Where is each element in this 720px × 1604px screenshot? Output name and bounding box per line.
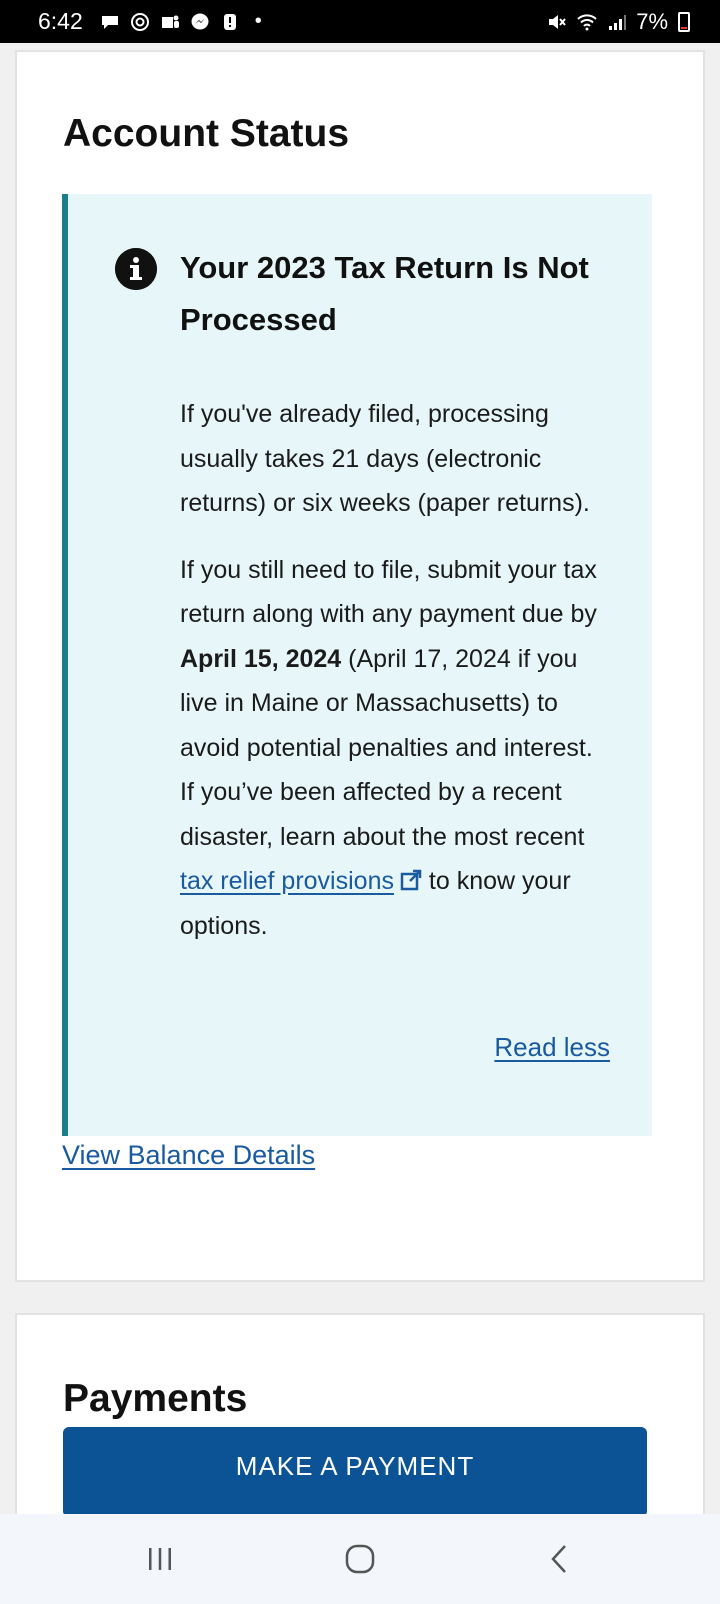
mute-icon: [546, 11, 568, 33]
account-status-card: [15, 50, 705, 1282]
battery-icon: [678, 12, 690, 32]
tax-relief-provisions-link[interactable]: tax relief provisions: [180, 867, 394, 895]
info-icon: [115, 248, 157, 290]
external-link-icon[interactable]: [400, 869, 422, 891]
clock: 6:42: [38, 8, 83, 34]
alert-heading: Your 2023 Tax Return Is Not Processed: [180, 250, 589, 337]
payments-title: Payments: [63, 1377, 248, 1420]
wifi-icon: [576, 11, 598, 33]
teams-icon: [159, 11, 181, 33]
due-date: April 15, 2024: [180, 644, 342, 673]
make-a-payment-button[interactable]: MAKE A PAYMENT: [63, 1427, 647, 1517]
alert-text: If you still need to file, submit your tax return along with any payment due by: [180, 555, 597, 628]
chat-bubble-icon: [99, 11, 121, 33]
battery-percent: 7%: [636, 8, 668, 34]
status-bar: [0, 0, 720, 43]
more-notifications-dot: •: [254, 10, 262, 32]
messenger-icon: [189, 11, 211, 33]
signal-icon: [606, 11, 628, 33]
home-icon[interactable]: [330, 1529, 390, 1589]
status-bar-left: [38, 8, 262, 35]
alert-paragraph-filing: [180, 548, 610, 949]
alert-body: [180, 392, 610, 948]
navigation-bar: [0, 1514, 720, 1604]
account-status-title: Account Status: [63, 112, 350, 155]
threads-icon: [129, 11, 151, 33]
status-bar-right: [546, 9, 690, 35]
notification-badge-icon: [219, 11, 241, 33]
payments-card: [15, 1313, 705, 1543]
recents-icon[interactable]: [130, 1529, 190, 1589]
back-icon[interactable]: [530, 1529, 590, 1589]
view-balance-details-link[interactable]: View Balance Details: [62, 1140, 316, 1170]
alert-text: to know your options.: [180, 867, 571, 940]
read-less-link[interactable]: Read less: [494, 1032, 610, 1062]
alert-paragraph-processing: If you've already filed, processing usually takes 21 days (electronic returns) or six weeks (paper returns).: [180, 400, 590, 517]
tax-return-alert: [62, 194, 652, 1136]
alert-text: (April 17, 2024 if you live in Maine or Massachusetts) to avoid potential penalties and interest. If you’ve been affected by a recent disaster, learn about the most recent: [180, 644, 593, 851]
